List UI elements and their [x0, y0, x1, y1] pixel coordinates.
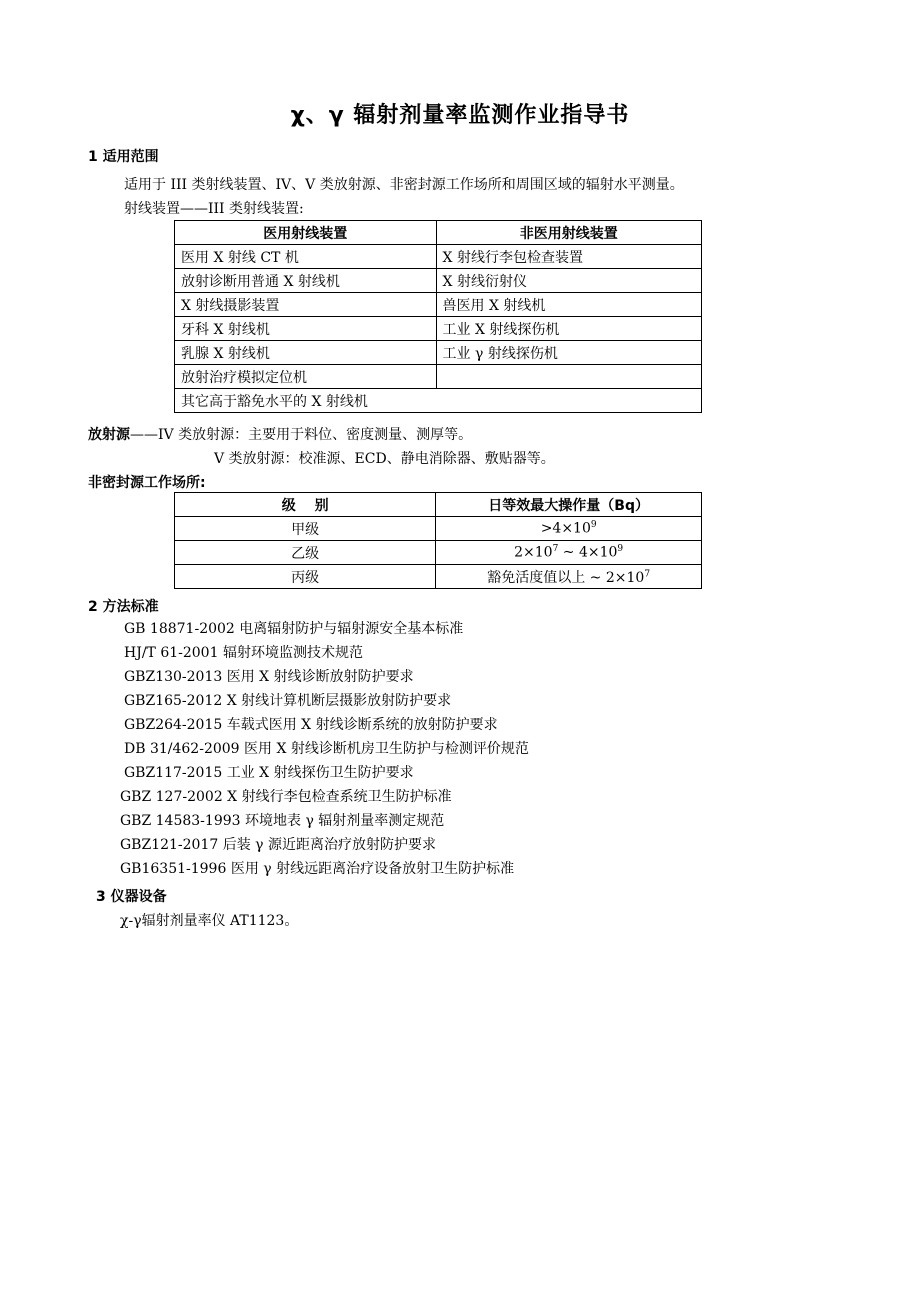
section-3-heading: 3 仪器设备 [96, 889, 167, 905]
activity-cell [436, 565, 702, 589]
table-row [175, 293, 702, 317]
activity-cell [436, 541, 702, 565]
section-2-heading: 2 方法标准 [88, 599, 159, 615]
header-level: 级 别 [175, 493, 436, 517]
list-item: GBZ165-2012 X 射线计算机断层摄影放射防护要求 [124, 693, 452, 709]
activity-base: 2×10 [514, 544, 553, 561]
table-cell [436, 365, 701, 389]
activity-exponent: 7 [644, 568, 651, 579]
unsealed-source-table [174, 492, 702, 589]
unsealed-source-heading: 非密封源工作场所: [88, 475, 206, 491]
list-item: GBZ 14583-1993 环境地表 γ 辐射剂量率测定规范 [120, 813, 445, 829]
table-row [175, 317, 702, 341]
activity-exponent: 9 [590, 520, 597, 531]
level-cell: 甲级 [175, 517, 436, 541]
table-cell: 工业 γ 射线探伤机 [436, 341, 701, 365]
radioactive-source-line-1 [88, 424, 472, 444]
list-item: GB 18871-2002 电离辐射防护与辐射源安全基本标准 [124, 621, 464, 637]
table-row [175, 341, 702, 365]
table-header-row [175, 493, 702, 517]
list-item: GBZ 127-2002 X 射线行李包检查系统卫生防护标准 [120, 789, 452, 805]
table-row [175, 541, 702, 565]
instrument-item: χ-γ辐射剂量率仪 AT1123。 [120, 913, 299, 929]
activity-base: >4×10 [540, 520, 591, 537]
header-medical: 医用射线装置 [175, 221, 437, 245]
list-item: GBZ117-2015 工业 X 射线探伤卫生防护要求 [124, 765, 414, 781]
table-cell: 放射诊断用普通 X 射线机 [175, 269, 437, 293]
table-row [175, 365, 702, 389]
activity-exponent: 7 [552, 544, 559, 555]
table-cell: 兽医用 X 射线机 [436, 293, 701, 317]
table-header-row [175, 221, 702, 245]
list-item: HJ/T 61-2001 辐射环境监测技术规范 [124, 645, 363, 661]
activity-cell [436, 517, 702, 541]
table-row [175, 245, 702, 269]
radioactive-source-label: 放射源 [88, 427, 130, 443]
header-max-operation: 日等效最大操作量（Bq） [436, 493, 702, 517]
table-cell-merged: 其它高于豁免水平的 X 射线机 [175, 389, 702, 413]
table-cell: 牙科 X 射线机 [175, 317, 437, 341]
level-cell: 乙级 [175, 541, 436, 565]
radioactive-source-iv: ——IV 类放射源：主要用于料位、密度测量、测厚等。 [130, 427, 473, 443]
list-item: GBZ130-2013 医用 X 射线诊断放射防护要求 [124, 669, 414, 685]
table-cell: 放射治疗模拟定位机 [175, 365, 437, 389]
table-row [175, 269, 702, 293]
table-cell: 工业 X 射线探伤机 [436, 317, 701, 341]
section-1-heading: 1 适用范围 [88, 149, 159, 165]
table-row [175, 517, 702, 541]
activity-base: 豁免活度值以上 ~ 2×10 [487, 569, 645, 586]
list-item: GBZ121-2017 后装 γ 源近距离治疗放射防护要求 [120, 837, 436, 853]
table-row [175, 565, 702, 589]
list-item: GB16351-1996 医用 γ 射线远距离治疗设备放射卫生防护标准 [120, 861, 515, 877]
radioactive-source-v: V 类放射源：校准源、ECD、静电消除器、敷贴器等。 [214, 451, 555, 467]
activity-exponent: 9 [617, 544, 624, 555]
table-row [175, 389, 702, 413]
standards-list [120, 617, 529, 881]
list-item: GBZ264-2015 车载式医用 X 射线诊断系统的放射防护要求 [124, 717, 498, 733]
level-cell: 丙级 [175, 565, 436, 589]
table-cell: X 射线衍射仪 [436, 269, 701, 293]
list-item: DB 31/462-2009 医用 X 射线诊断机房卫生防护与检测评价规范 [124, 741, 529, 757]
ray-device-table [174, 220, 702, 413]
table-cell: X 射线摄影装置 [175, 293, 437, 317]
activity-range-upper: ~ 4×10 [558, 544, 618, 561]
ray-device-intro: 射线装置——III 类射线装置: [124, 201, 304, 217]
table-cell: 医用 X 射线 CT 机 [175, 245, 437, 269]
scope-intro: 适用于 III 类射线装置、IV、V 类放射源、非密封源工作场所和周围区域的辐射水平测量。 [124, 177, 684, 193]
document-title: χ、γ 辐射剂量率监测作业指导书 [290, 103, 630, 128]
header-non-medical: 非医用射线装置 [436, 221, 701, 245]
table-cell: X 射线行李包检查装置 [436, 245, 701, 269]
table-cell: 乳腺 X 射线机 [175, 341, 437, 365]
